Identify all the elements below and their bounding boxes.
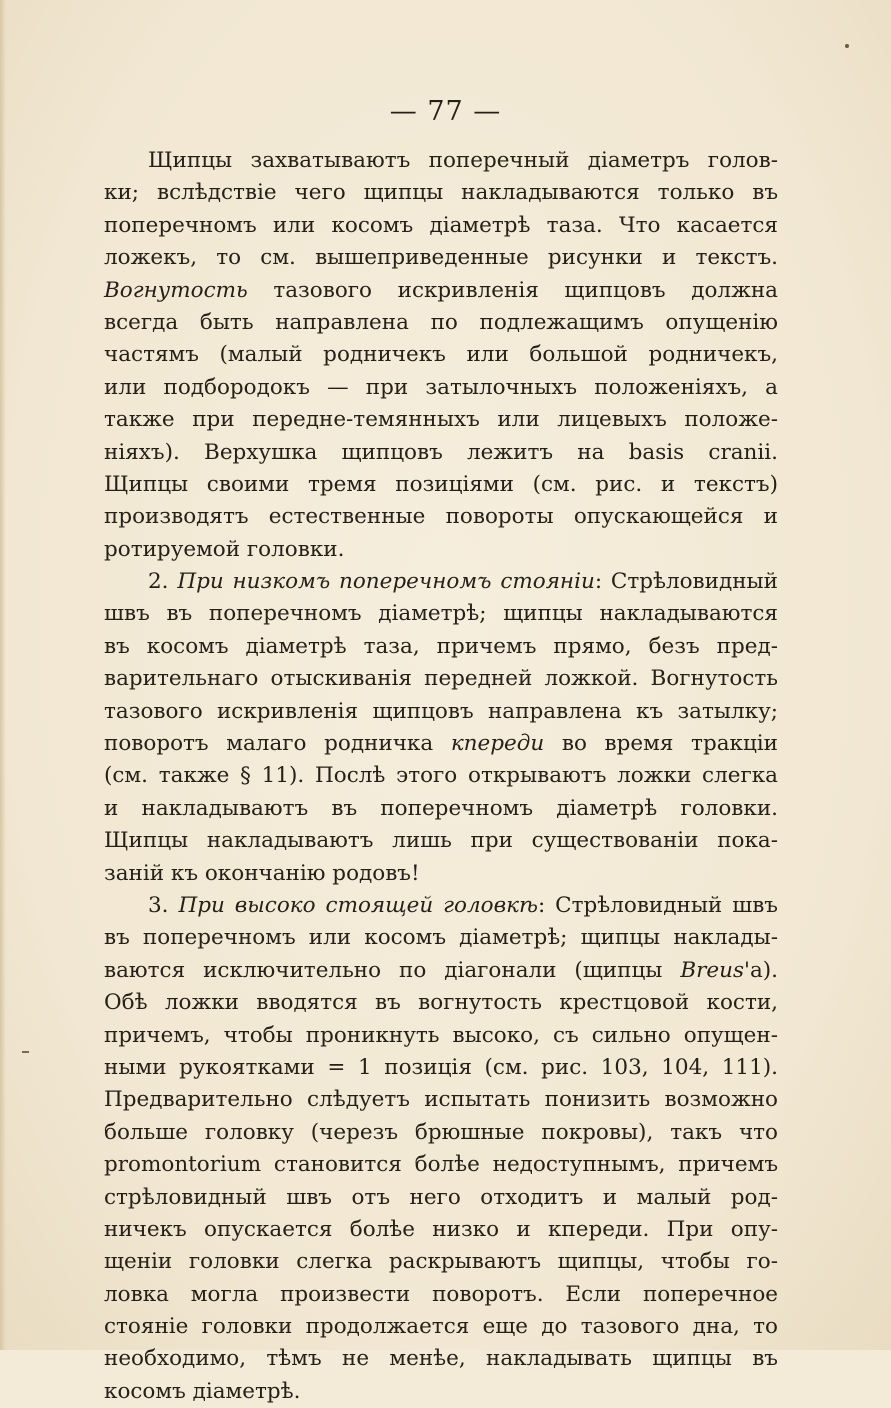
text-line: ки; вслѣдствіе чего щипцы накладываются только въ — [104, 180, 778, 206]
text-line: косомъ діаметрѣ. — [104, 1378, 301, 1404]
text-line: promontorium становится болѣе недоступнымъ, причемъ — [104, 1152, 778, 1178]
text-line: 2. При низкомъ поперечномъ стояніи: Стрѣловидный — [148, 569, 778, 595]
text-line: ловка могла произвести поворотъ. Если поперечное — [104, 1281, 778, 1307]
text-line: больше головку (черезъ брюшные покровы), такъ что — [104, 1119, 778, 1145]
text-line: или подбородокъ — при затылочныхъ положеніяхъ, а — [104, 374, 778, 400]
text-line: швъ въ поперечномъ діаметрѣ; щипцы накладываются — [104, 601, 778, 627]
text-line: ложекъ, то см. вышеприведенные рисунки и текстъ. — [104, 245, 778, 271]
italic-name: Breus — [680, 957, 745, 983]
text-line: всегда быть направлена по подлежащимъ опущенію — [104, 309, 778, 335]
paper-mark — [22, 1051, 29, 1053]
text-line: тазового искривленія щипцовъ направлена къ затылку; — [104, 698, 778, 724]
italic-term: Вогнутость — [104, 277, 248, 303]
text-line: ніяхъ). Верхушка щипцовъ лежитъ на basis cranii. — [104, 439, 778, 465]
text-line: варительнаго отыскиванія передней ложкой. Вогнутость — [104, 666, 778, 692]
text-line: стрѣловидный швъ отъ него отходитъ и малый род- — [104, 1184, 778, 1210]
text-line: ничекъ опускается болѣе низко и кпереди. При опу- — [104, 1216, 778, 1242]
page-number: — 77 — — [389, 96, 502, 127]
body-text — [104, 145, 778, 1408]
text-line: причемъ, чтобы проникнуть высоко, съ сильно опущен- — [104, 1022, 778, 1048]
text-line: ваются исключительно по діагонали (щипцы Breus'а). — [104, 957, 778, 983]
text-line: также при передне-темянныхъ или лицевыхъ положе- — [104, 407, 778, 433]
text-line: 3. При высоко стоящей головкѣ: Стрѣловидный швъ — [148, 892, 778, 918]
text-line: Щипцы своими тремя позиціями (см. рис. и текстъ) — [104, 471, 778, 497]
text-line: заній къ окончанію родовъ! — [104, 860, 420, 886]
text-line: въ косомъ діаметрѣ таза, причемъ прямо, безъ пред- — [104, 633, 778, 659]
italic-heading: При низкомъ поперечномъ стояніи — [177, 569, 595, 595]
text-line: поперечномъ или косомъ діаметрѣ таза. Что касается — [104, 212, 778, 238]
page-edge-shadow — [0, 0, 6, 1350]
text-line: частямъ (малый родничекъ или большой родничекъ, — [104, 342, 778, 368]
text-line: ными рукоятками = 1 позиція (см. рис. 103, 104, 111). — [104, 1054, 778, 1080]
text-line: Предварительно слѣдуетъ испытать понизить возможно — [104, 1087, 778, 1113]
text-line: Вогнутость тазового искривленія щипцовъ должна — [104, 277, 778, 303]
text-line: Обѣ ложки вводятся въ вогнутость крестцовой кости, — [104, 990, 778, 1016]
text-line: и накладываютъ въ поперечномъ діаметрѣ головки. — [104, 795, 778, 821]
text-line: необходимо, тѣмъ не менѣе, накладывать щипцы въ — [104, 1346, 778, 1372]
text-line: (см. также § 11). Послѣ этого открываютъ ложки слегка — [104, 763, 778, 789]
text-line: Щипцы накладываютъ лишь при существованіи пока- — [104, 828, 778, 854]
text-line: поворотъ малаго родничка кпереди во время тракціи — [104, 731, 778, 757]
italic-heading: При высоко стоящей головкѣ — [178, 892, 538, 918]
text-line: производятъ естественные повороты опускающейся и — [104, 504, 778, 530]
text-line: Щипцы захватываютъ поперечный діаметръ голов- — [148, 148, 778, 173]
text-line: стояніе головки продолжается еще до тазового дна, то — [104, 1314, 778, 1340]
text-line: щеніи головки слегка раскрываютъ щипцы, чтобы го- — [104, 1249, 778, 1275]
text-line: въ поперечномъ или косомъ діаметрѣ; щипцы наклады- — [104, 925, 778, 951]
paper-speck — [845, 44, 849, 48]
text-line: ротируемой головки. — [104, 536, 345, 562]
italic-term: кпереди — [450, 731, 545, 757]
